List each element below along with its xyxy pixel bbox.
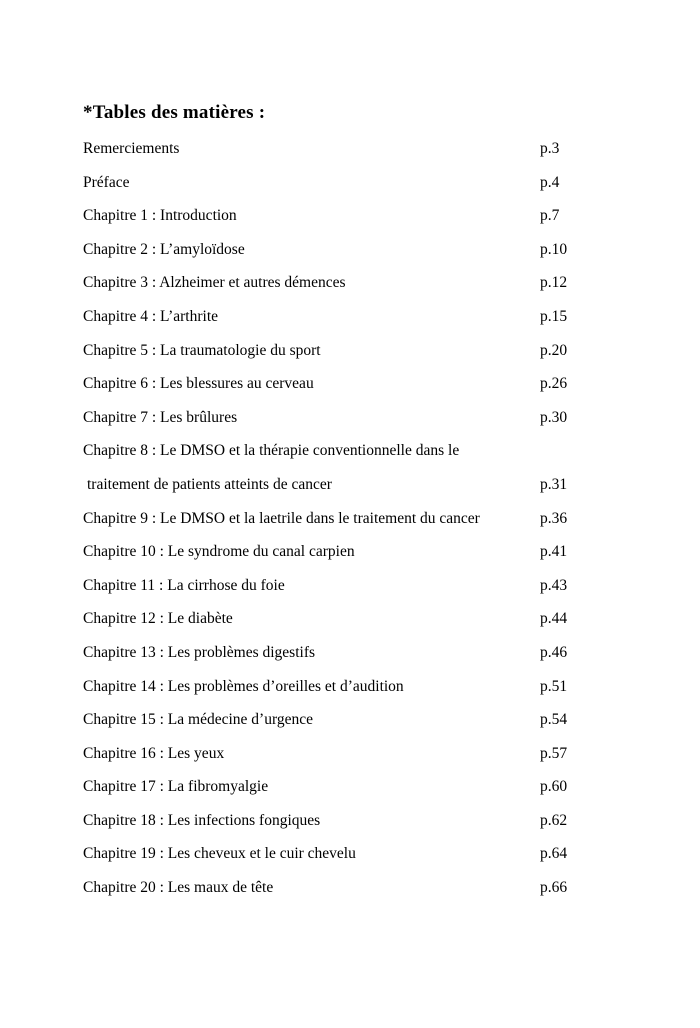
toc-entry-title: Chapitre 12 : Le diabète xyxy=(83,610,233,628)
toc-entry-page: p.30 xyxy=(540,408,568,426)
toc-entry xyxy=(83,172,583,206)
toc-entry-page: p.57 xyxy=(540,744,568,762)
toc-entry-page: p.54 xyxy=(540,711,568,729)
toc-entry-title: Chapitre 13 : Les problèmes digestifs xyxy=(83,643,316,661)
toc-entry-title: traitement de patients atteints de cancer xyxy=(87,475,332,493)
toc-entry-title: Chapitre 7 : Les brûlures xyxy=(83,408,238,426)
toc-entry-title: Chapitre 9 : Le DMSO et la laetrile dans le traitement du cancer xyxy=(83,509,480,527)
toc-entry xyxy=(83,709,583,743)
toc-entry-page: p.46 xyxy=(540,643,568,661)
toc-entry-page: p.60 xyxy=(540,778,568,796)
toc-entry-title: Chapitre 6 : Les blessures au cerveau xyxy=(83,375,314,393)
toc-entry-page: p.51 xyxy=(540,677,568,695)
toc-entry xyxy=(83,340,583,374)
toc-entry-title: Chapitre 1 : Introduction xyxy=(83,207,237,225)
toc-entry xyxy=(83,642,583,676)
toc-entry-page: p.36 xyxy=(540,509,568,527)
toc-entry xyxy=(83,373,583,407)
toc-entry xyxy=(83,138,583,172)
toc-entry-title: Remerciements xyxy=(83,140,180,157)
toc-entry-page: p.43 xyxy=(540,576,568,594)
toc-entry-page: p.66 xyxy=(540,879,568,897)
toc-entry xyxy=(83,843,583,877)
toc-entry-title: Chapitre 14 : Les problèmes d’oreilles et d’audition xyxy=(83,677,404,695)
toc-entry-page: p.12 xyxy=(540,274,568,292)
toc-entry xyxy=(83,743,583,777)
toc-entry xyxy=(83,877,583,911)
toc-entry-page: p.15 xyxy=(540,307,568,325)
toc-entry-title: Chapitre 15 : La médecine d’urgence xyxy=(83,711,313,729)
toc-list xyxy=(83,138,583,911)
toc-entry-title: Chapitre 16 : Les yeux xyxy=(83,744,225,762)
toc-entry xyxy=(83,541,583,575)
toc-entry-page: p.10 xyxy=(540,240,568,258)
toc-entry-page: p.26 xyxy=(540,375,568,393)
toc-entry-title: Chapitre 4 : L’arthrite xyxy=(83,307,219,325)
toc-entry xyxy=(83,508,583,542)
toc-entry-title: Chapitre 3 : Alzheimer et autres démences xyxy=(83,274,346,292)
toc-entry-page: p.7 xyxy=(540,207,560,225)
toc-entry-page: p.4 xyxy=(540,173,560,191)
toc-heading: *Tables des matières : xyxy=(83,102,266,123)
toc-entry-title: Chapitre 8 : Le DMSO et la thérapie conventionnelle dans le xyxy=(83,442,460,460)
toc-entry-title: Chapitre 17 : La fibromyalgie xyxy=(83,778,269,796)
toc-entry xyxy=(83,239,583,273)
toc-entry-page: p.64 xyxy=(540,845,568,863)
toc-entry-title: Chapitre 10 : Le syndrome du canal carpien xyxy=(83,543,355,561)
toc-entry-title: Chapitre 20 : Les maux de tête xyxy=(83,879,274,897)
toc-entry xyxy=(83,272,583,306)
toc-entry-title: Chapitre 19 : Les cheveux et le cuir chevelu xyxy=(83,845,356,863)
toc-entry-title: Chapitre 11 : La cirrhose du foie xyxy=(83,576,285,594)
toc-entry-page: p.44 xyxy=(540,610,568,628)
toc-entry-title: Chapitre 5 : La traumatologie du sport xyxy=(83,341,321,359)
toc-entry-title: Préface xyxy=(83,173,130,191)
toc-entry-page: p.41 xyxy=(540,543,568,561)
toc-entry xyxy=(83,440,583,474)
toc-entry-page: p.31 xyxy=(540,475,568,493)
toc-entry xyxy=(83,306,583,340)
toc-entry xyxy=(83,776,583,810)
toc-entry-page: p.3 xyxy=(540,140,560,157)
toc-entry-continuation xyxy=(83,474,583,508)
toc-entry-title: Chapitre 2 : L’amyloïdose xyxy=(83,240,245,258)
toc-entry xyxy=(83,676,583,710)
toc-entry xyxy=(83,608,583,642)
toc-entry-page: p.20 xyxy=(540,341,568,359)
toc-entry xyxy=(83,810,583,844)
toc-entry xyxy=(83,205,583,239)
toc-entry-title: Chapitre 18 : Les infections fongiques xyxy=(83,811,321,829)
toc-entry xyxy=(83,407,583,441)
toc-entry xyxy=(83,575,583,609)
toc-entry-page: p.62 xyxy=(540,811,568,829)
